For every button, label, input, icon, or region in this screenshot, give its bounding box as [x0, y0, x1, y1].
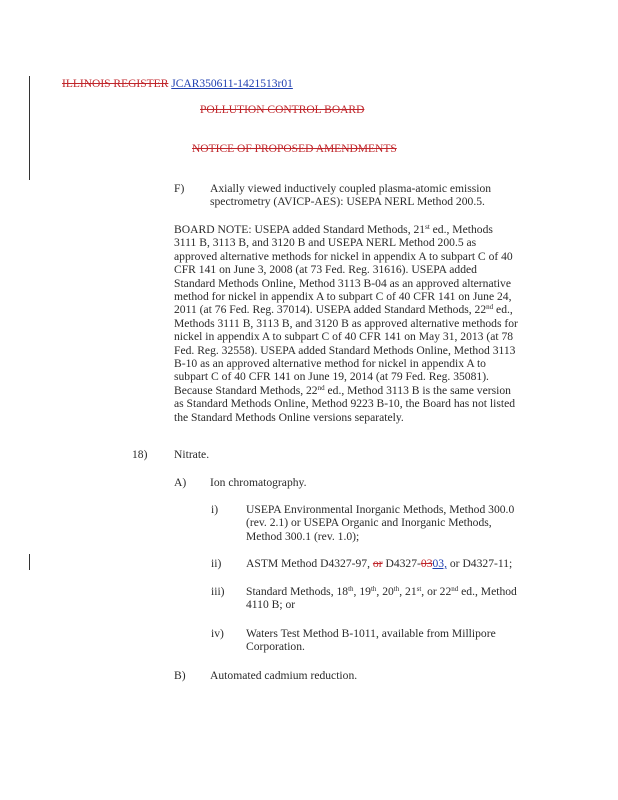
item-iv-text: Waters Test Method B-1011, available from Millipore Corporation. [246, 627, 496, 654]
board-note-line: as Standard Methods Online, Method 9223 B-10, the Board has not listed [174, 397, 516, 411]
board-note-line: 3111 B, 3113 B, and 3120 B and USEPA NERL Method 200.5 as [174, 236, 477, 250]
item-f-line2: spectrometry (AVICP-AES): USEPA NERL Method 200.5. [210, 195, 485, 209]
item-ii-label: ii) [211, 557, 222, 570]
item-iii-label: iii) [211, 585, 225, 598]
change-bar [29, 554, 30, 570]
board-title: POLLUTION CONTROL BOARD [200, 104, 365, 116]
board-note [174, 223, 554, 424]
board-note-line: B-10 as an approved alternative method for nickel in appendix A to [174, 357, 486, 371]
change-bar [29, 76, 30, 180]
register-title-struck: ILLINOIS REGISTER [62, 78, 169, 90]
notice-title: NOTICE OF PROPOSED AMENDMENTS [192, 143, 397, 155]
item-i-text: USEPA Environmental Inorganic Methods, Method 300.0 (rev. 2.1) or USEPA Organic and Inorganic Methods, Method 300.1 (rev. 1.0); [246, 503, 515, 543]
register-code: JCAR350611-1421513r01 [171, 78, 293, 90]
board-note-line: approved alternative methods for nickel in appendix A to subpart C of 40 [174, 249, 513, 263]
inserted-03: 03, [432, 557, 447, 570]
board-note-line: nickel in appendix A to subpart C of 40 CFR 141 on May 31, 2013 (at 78 [174, 330, 514, 344]
board-note-line: Methods 3111 B, 3113 B, and 3120 B as approved alternative methods for [174, 316, 518, 330]
item-iii-text: Standard Methods, 18th, 19th, 20th, 21st, or 22nd ed., Method 4110 B; or [246, 585, 517, 612]
board-note-line: Because Standard Methods, 22nd ed., Method 3113 B is the same version [174, 383, 511, 397]
board-note-line: method for nickel in appendix A to subpart C of 40 CFR 141 on June 24, [174, 290, 512, 304]
item-i-label: i) [211, 503, 219, 516]
item-a-label: A) [174, 476, 187, 489]
board-note-line: Standard Methods Online, Method 3113 B-04 as an approved alternative [174, 276, 511, 290]
item-18-text: Nitrate. [174, 448, 210, 461]
board-note-line: Fed. Reg. 32558). USEPA added Standard Methods Online, Method 3113 [174, 343, 516, 357]
struck-03: 03 [420, 557, 433, 570]
item-f-text [210, 182, 530, 209]
struck-or: or [372, 557, 383, 570]
item-f-label: F) [174, 182, 185, 195]
item-ii-text: ASTM Method D4327-97, or D4327-0303, or D4327-11; [246, 557, 513, 570]
board-note-line: the Standard Methods Online versions separately. [174, 410, 404, 424]
board-note-line: subpart C of 40 CFR 141 on June 19, 2014 (at 79 Fed. Reg. 35081). [174, 370, 489, 384]
board-note-line: 2011 (at 76 Fed. Reg. 37014). USEPA added Standard Methods, 22nd ed., [174, 303, 513, 317]
board-note-line: CFR 141 on June 3, 2008 (at 73 Fed. Reg. 31616). USEPA added [174, 263, 477, 277]
item-18-label: 18) [132, 448, 148, 461]
item-f-line1: Axially viewed inductively coupled plasma-atomic emission [210, 182, 492, 195]
register-header [62, 78, 293, 90]
item-b-text: Automated cadmium reduction. [210, 669, 358, 682]
board-note-line: BOARD NOTE: USEPA added Standard Methods, 21st ed., Methods [174, 223, 493, 236]
item-b-label: B) [174, 669, 186, 682]
item-a-text: Ion chromatography. [210, 476, 307, 489]
item-iv-label: iv) [211, 627, 224, 640]
